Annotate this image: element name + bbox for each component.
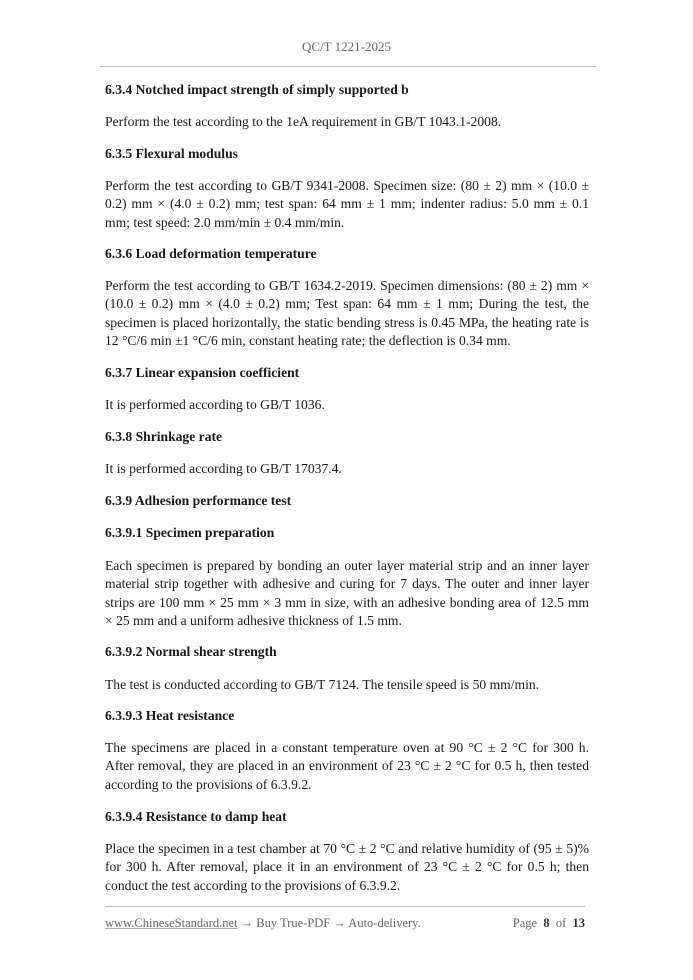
website-link[interactable]: www.ChineseStandard.net	[105, 916, 238, 930]
section-text: Place the specimen in a test chamber at 70 °C ± 2 °C and relative humidity of (95 ± 5)% for 300 h. After removal, place it in an environment of 23 °C ± 2 °C for 0.5 h; then conduct the test according to the provisions of 6.3.9.2.	[105, 841, 589, 893]
section-heading: 6.3.4 Notched impact strength of simply supported b	[105, 82, 409, 97]
header-divider	[100, 66, 596, 67]
section-heading: 6.3.5 Flexural modulus	[105, 146, 238, 161]
page-total: 13	[572, 916, 585, 930]
section-heading: 6.3.9.2 Normal shear strength	[105, 644, 277, 659]
footer-divider	[105, 906, 585, 907]
section-text: Perform the test according to GB/T 9341-2008. Specimen size: (80 ± 2) mm × (10.0 ± 0.2) mm × (4.0 ± 0.2) mm; test span: 64 mm ± 1 mm; indenter radius: 5.0 mm ± 0.1 mm; test speed: 2.0 mm/min ± 0.4 mm/min.	[105, 178, 589, 230]
footer	[105, 916, 585, 931]
page-label: Page	[512, 916, 538, 930]
section-text: It is performed according to GB/T 17037.4.	[105, 461, 342, 476]
section-heading: 6.3.9.1 Specimen preparation	[105, 525, 275, 540]
section-text: Perform the test according to GB/T 1634.2-2019. Specimen dimensions: (80 ± 2) mm × (10.0 ± 0.2) mm × (4.0 ± 0.2) mm; Test span: 64 mm ± 1 mm; During the test, the specimen is placed horizontally, the static bending stress is 0.45 MPa, the heating rate is 12 °C/6 min ±1 °C/6 min, constant heating rate; the deflection is 0.34 mm.	[105, 278, 589, 349]
section-heading: 6.3.9 Adhesion performance test	[105, 493, 292, 508]
section-heading: 6.3.9.3 Heat resistance	[105, 708, 235, 723]
footer-text: → Buy True-PDF → Auto-delivery.	[237, 916, 421, 930]
of-label: of	[555, 916, 567, 930]
section-text: Each specimen is prepared by bonding an outer layer material strip and an inner layer material strip together with adhesive and curing for 7 days. The outer and inner layer strips are 100 mm × 25 mm × 3 mm in size, with an adhesive bonding area of 12.5 mm × 25 mm and a uniform adhesive thickness of 1.5 mm.	[105, 558, 589, 629]
section-text: The test is conducted according to GB/T 7124. The tensile speed is 50 mm/min.	[105, 677, 540, 692]
document-id-header: QC/T 1221-2025	[302, 39, 391, 54]
section-text: The specimens are placed in a constant temperature oven at 90 °C ± 2 °C for 300 h. After removal, they are placed in an environment of 23 °C ± 2 °C for 0.5 h, then tested according to the provisions of 6.3.9.2.	[105, 740, 589, 792]
section-text: It is performed according to GB/T 1036.	[105, 397, 325, 412]
page-number: 8	[543, 916, 550, 930]
page-indicator	[513, 916, 585, 931]
section-heading: 6.3.7 Linear expansion coefficient	[105, 365, 300, 380]
section-heading: 6.3.6 Load deformation temperature	[105, 246, 317, 261]
section-text: Perform the test according to the 1eA requirement in GB/T 1043.1-2008.	[105, 114, 502, 129]
section-heading: 6.3.8 Shrinkage rate	[105, 429, 223, 444]
section-heading: 6.3.9.4 Resistance to damp heat	[105, 809, 287, 824]
